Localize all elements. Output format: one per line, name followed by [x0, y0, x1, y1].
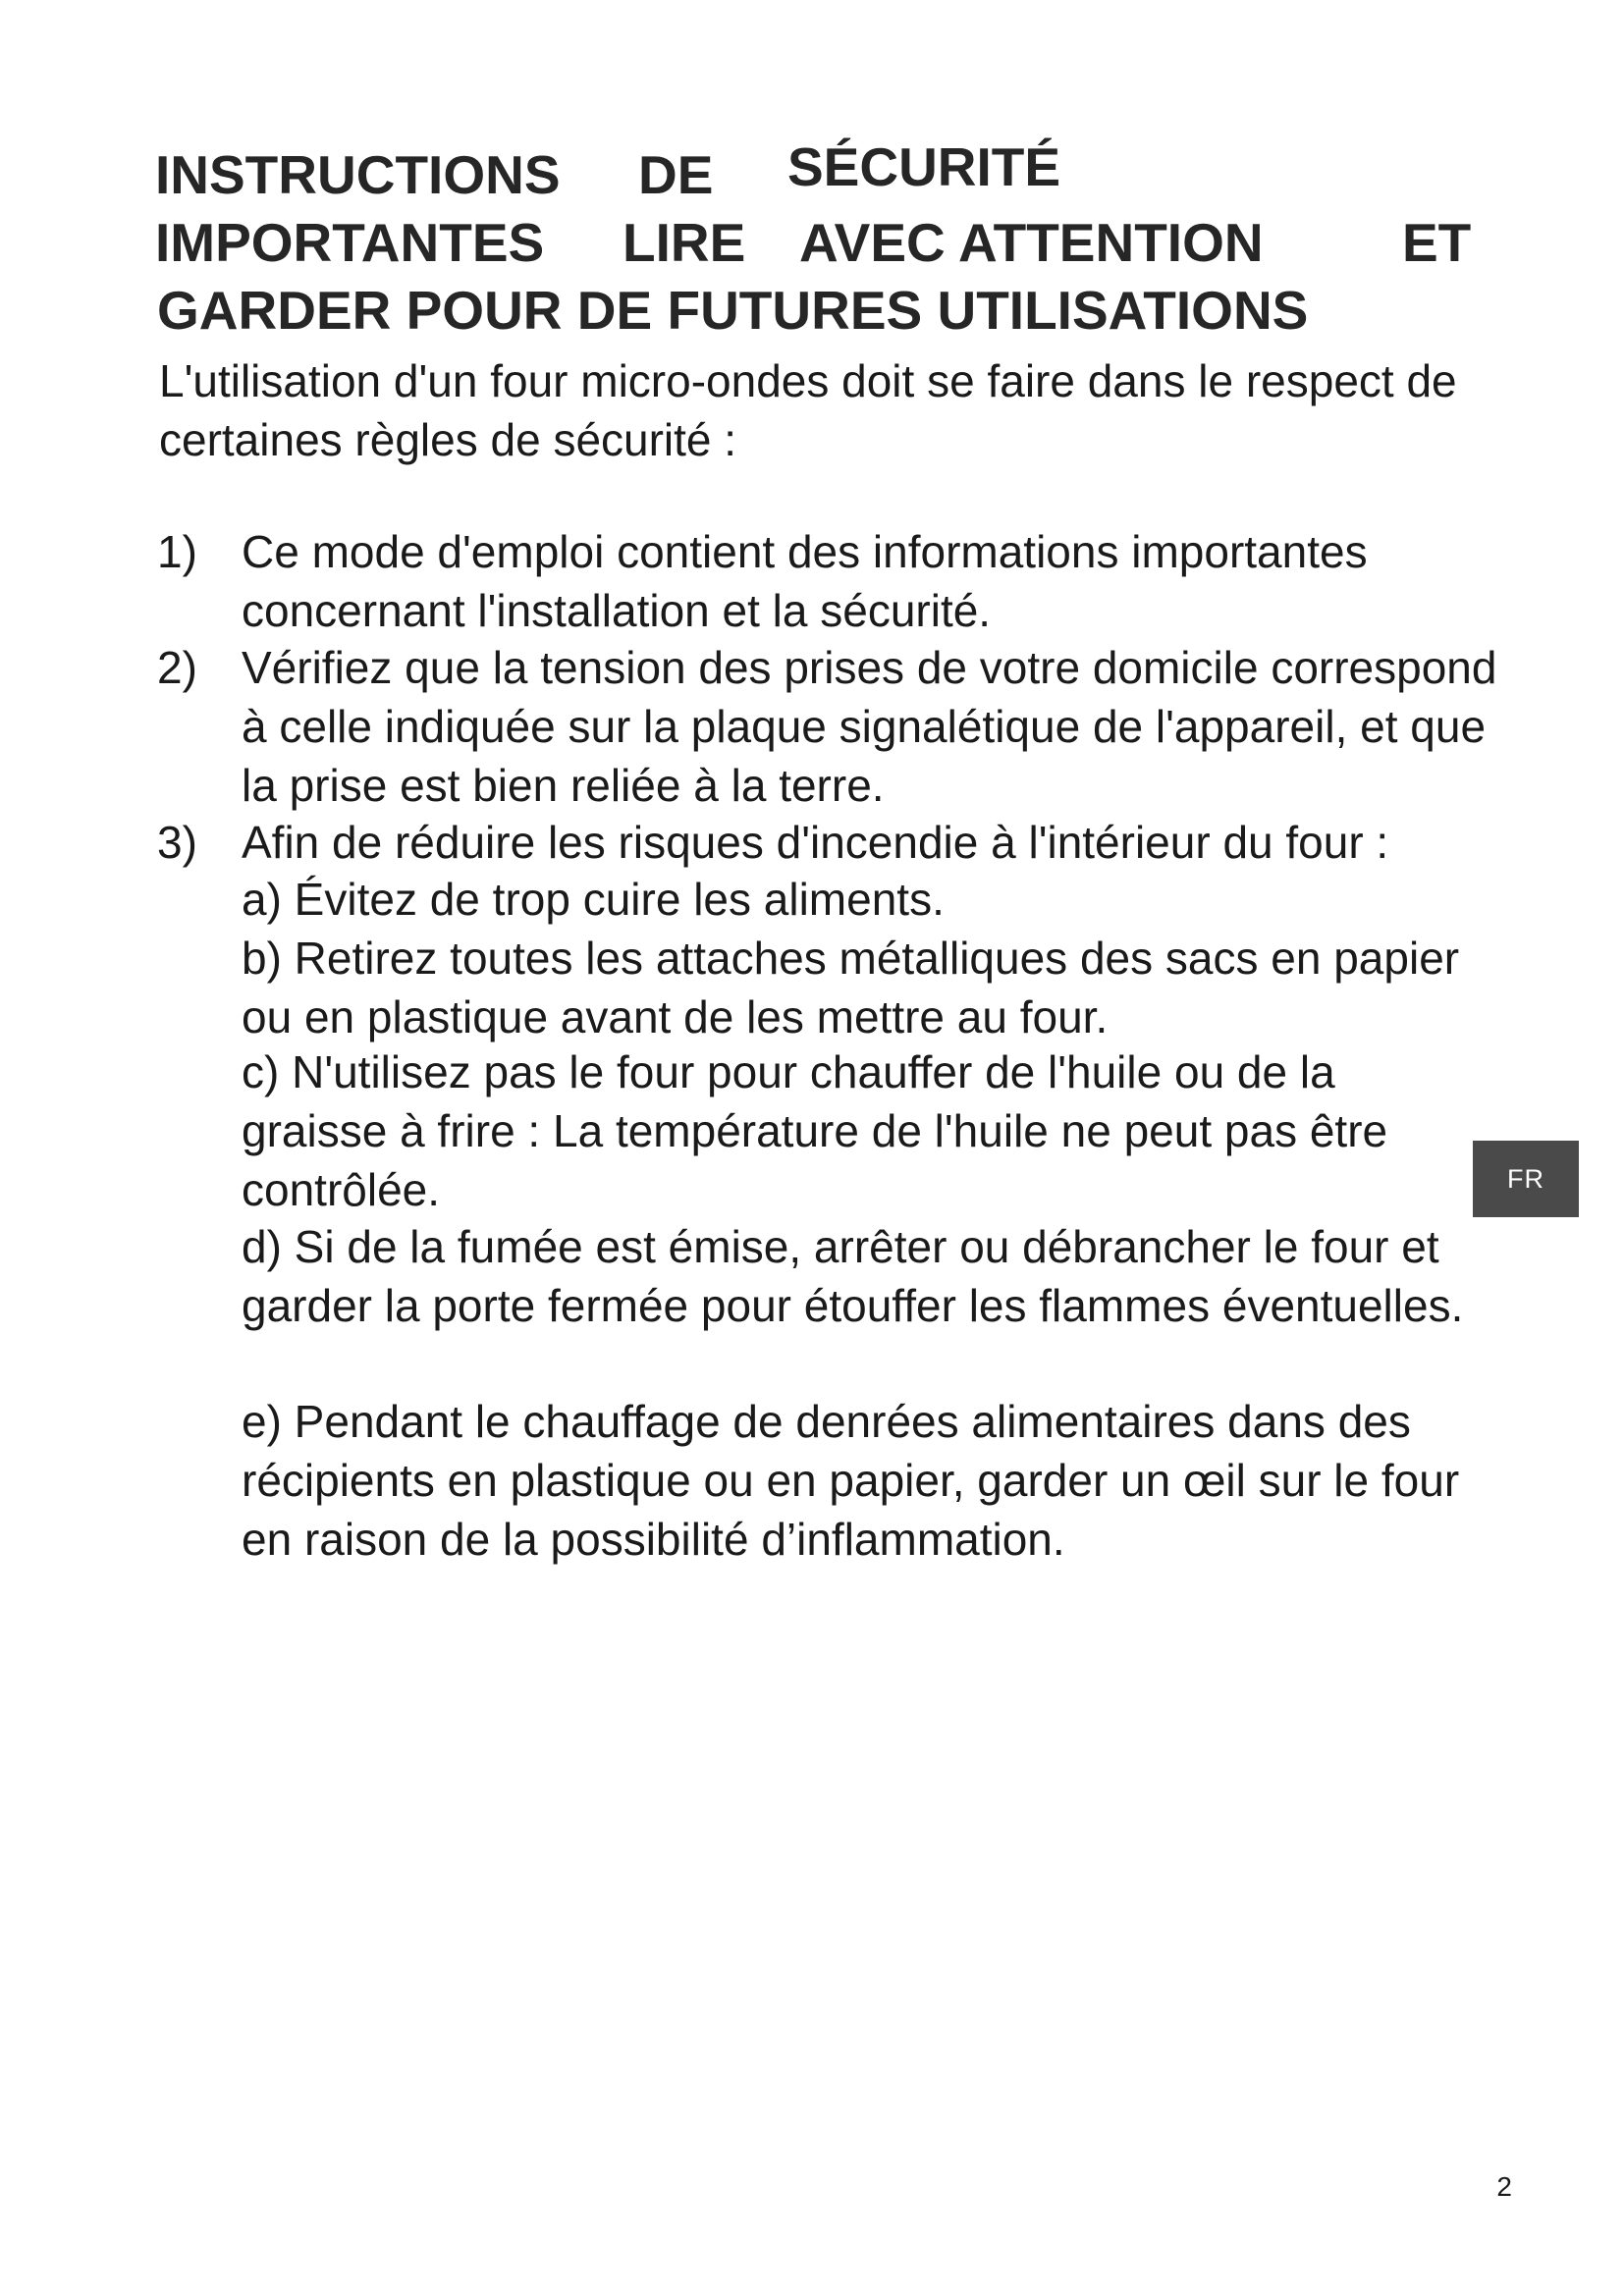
subitem-d: d) Si de la fumée est émise, arrêter ou débrancher le four et garder la porte fermée pour étouffer les flammes éventuelles.: [242, 1221, 1464, 1331]
item-number: 3): [157, 817, 197, 868]
heading-word: SÉCURITÉ: [787, 136, 1061, 197]
heading-word: INSTRUCTIONS: [155, 144, 561, 205]
language-tab: FR: [1473, 1141, 1579, 1217]
intro-paragraph: L'utilisation d'un four micro-ondes doit se faire dans le respect de certaines règles de sécurité :: [159, 355, 1457, 465]
item-number: 1): [157, 526, 197, 577]
item-text: Afin de réduire les risques d'incendie à l'intérieur du four :: [242, 817, 1389, 868]
subitem-c: c) N'utilisez pas le four pour chauffer de l'huile ou de la graisse à frire : La température de l'huile ne peut pas être contrôlée.: [242, 1046, 1388, 1215]
subitem-b: b) Retirez toutes les attaches métalliques des sacs en papier ou en plastique avant de les mettre au four.: [242, 933, 1460, 1042]
subitem-a: a) Évitez de trop cuire les aliments.: [242, 874, 945, 925]
item-text: Ce mode d'emploi contient des informations importantes concernant l'installation et la sécurité.: [242, 526, 1368, 636]
item-text: Vérifiez que la tension des prises de votre domicile correspond à celle indiquée sur la plaque signalétique de l'appareil, et que la prise est bien reliée à la terre.: [242, 642, 1497, 811]
heading-word: ET: [1402, 212, 1472, 273]
subitem-e: e) Pendant le chauffage de denrées alimentaires dans des récipients en plastique ou en papier, garder un œil sur le four en raison de la possibilité d’inflammation.: [242, 1396, 1460, 1565]
heading-word: DE: [638, 144, 714, 205]
heading-word: AVEC ATTENTION: [799, 212, 1264, 273]
heading-word: LIRE: [623, 212, 746, 273]
heading-word: IMPORTANTES: [155, 212, 545, 273]
item-number: 2): [157, 642, 197, 693]
heading-line-3: GARDER POUR DE FUTURES UTILISATIONS: [157, 280, 1309, 341]
page-number: 2: [1496, 2171, 1512, 2202]
